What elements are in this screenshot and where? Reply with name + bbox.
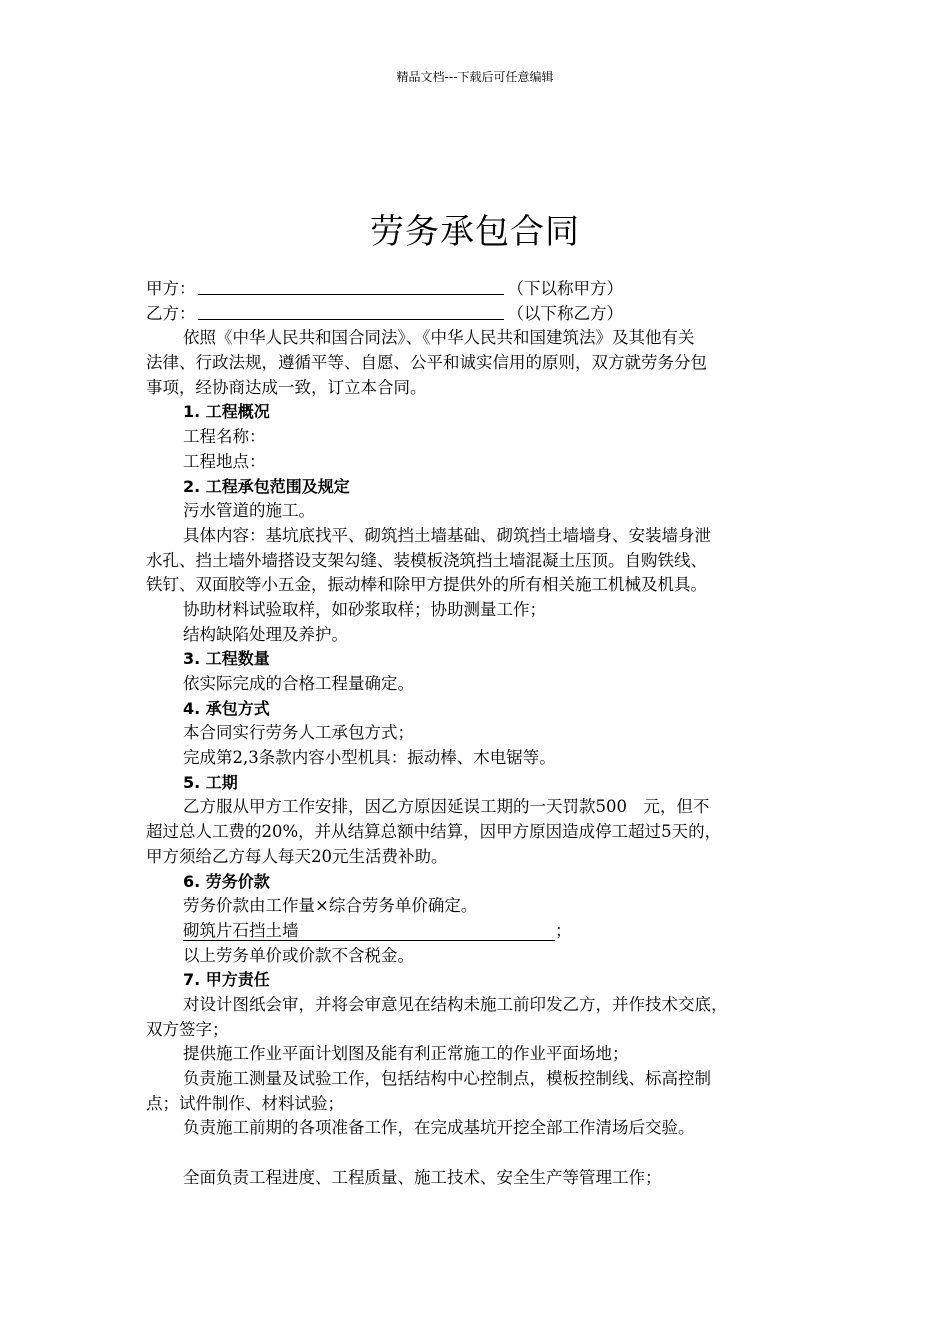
duty-1-line-1: 对设计图纸会审，并将会审意见在结构未施工前印发乙方，并作技术交底， — [183, 994, 728, 1014]
document-title: 劳务承包合同 — [370, 212, 580, 252]
duty-4: 负责施工前期的各项准备工作，在完成基坑开挖全部工作清场后交验。 — [183, 1118, 695, 1138]
header-note: 精品文档---下载后可任意编辑 — [396, 70, 554, 84]
scope-text: 污水管道的施工。 — [183, 501, 315, 521]
price-item: 砌筑片石挡土墙 — [183, 919, 555, 941]
section-1-heading: 1. 工程概况 — [183, 402, 270, 422]
duty-3-line-1: 负责施工测量及试验工作，包括结构中心控制点，模板控制线、标高控制 — [183, 1069, 711, 1088]
party-a-label: 甲方： — [146, 279, 196, 298]
schedule-line-2: 超过总人工费的20%，并从结算总额中结算，因甲方原因造成停工超过5天的， — [146, 822, 722, 842]
party-b-suffix: （以下称乙方） — [507, 303, 623, 323]
assist-text: 协助材料试验取样，如砂浆取样；协助测量工作； — [183, 599, 546, 619]
project-name: 工程名称： — [183, 427, 266, 447]
section-2-heading: 2. 工程承包范围及规定 — [183, 476, 350, 496]
party-b-line — [146, 302, 818, 327]
price-text-2: 以上劳务单价或价款不含税金。 — [183, 945, 414, 965]
price-item-line — [146, 919, 818, 944]
duty-2: 提供施工作业平面计划图及能有利正常施工的作业平面场地； — [183, 1044, 629, 1064]
party-b-blank — [198, 302, 504, 320]
intro-line-1: 依照《中华人民共和国合同法》、《中华人民共和国建筑法》及其他有关 — [183, 328, 695, 348]
repair-text: 结构缺陷处理及养护。 — [183, 624, 348, 644]
price-text-1: 劳务价款由工作量×综合劳务单价确定。 — [183, 896, 478, 916]
project-location: 工程地点： — [183, 451, 266, 471]
party-a-line — [146, 277, 818, 302]
quantity-text: 依实际完成的合格工程量确定。 — [183, 674, 414, 693]
section-6-heading: 6. 劳务价款 — [183, 871, 270, 891]
party-b-label: 乙方： — [146, 303, 196, 323]
paragraph-gap — [146, 1141, 818, 1166]
section-7-heading: 7. 甲方责任 — [183, 970, 270, 990]
duty-3-line-2: 点；试件制作、材料试验； — [146, 1093, 344, 1113]
scope-detail-1: 具体内容：基坑底找平、砌筑挡土墙基础、砌筑挡土墙墙身、安装墙身泄 — [183, 525, 711, 545]
contract-body — [146, 277, 818, 1190]
schedule-line-3: 甲方须给乙方每人每天20元生活费补助。 — [146, 846, 448, 866]
schedule-line-1: 乙方服从甲方工作安排，因乙方原因延误工期的一天罚款500 元，但不 — [183, 797, 710, 817]
scope-detail-3: 铁钉、双面胶等小五金，振动棒和除甲方提供外的所有相关施工机械及机具。 — [146, 575, 707, 595]
intro-line-3: 事项，经协商达成一致，订立本合同。 — [146, 377, 427, 397]
method-text-2: 完成第2,3条款内容小型机具：振动棒、木电锯等。 — [183, 748, 556, 768]
intro-line-2: 法律、行政法规，遵循平等、自愿、公平和诚实信用的原则，双方就劳务分包 — [146, 353, 707, 373]
method-text-1: 本合同实行劳务人工承包方式； — [183, 723, 414, 743]
price-item-end: ； — [555, 920, 572, 940]
duty-1-line-2: 双方签字； — [146, 1019, 229, 1039]
section-4-heading: 4. 承包方式 — [183, 698, 270, 718]
section-3-heading: 3. 工程数量 — [183, 649, 270, 669]
party-a-suffix: （下以称甲方） — [507, 279, 623, 298]
scope-detail-2: 水孔、挡土墙外墙搭设支架勾缝、装模板浇筑挡土墙混凝土压顶。自购铁线、 — [146, 550, 707, 570]
duty-5: 全面负责工程进度、工程质量、施工技术、安全生产等管理工作； — [183, 1167, 662, 1187]
party-a-blank — [198, 277, 504, 295]
section-5-heading: 5. 工期 — [183, 772, 238, 792]
